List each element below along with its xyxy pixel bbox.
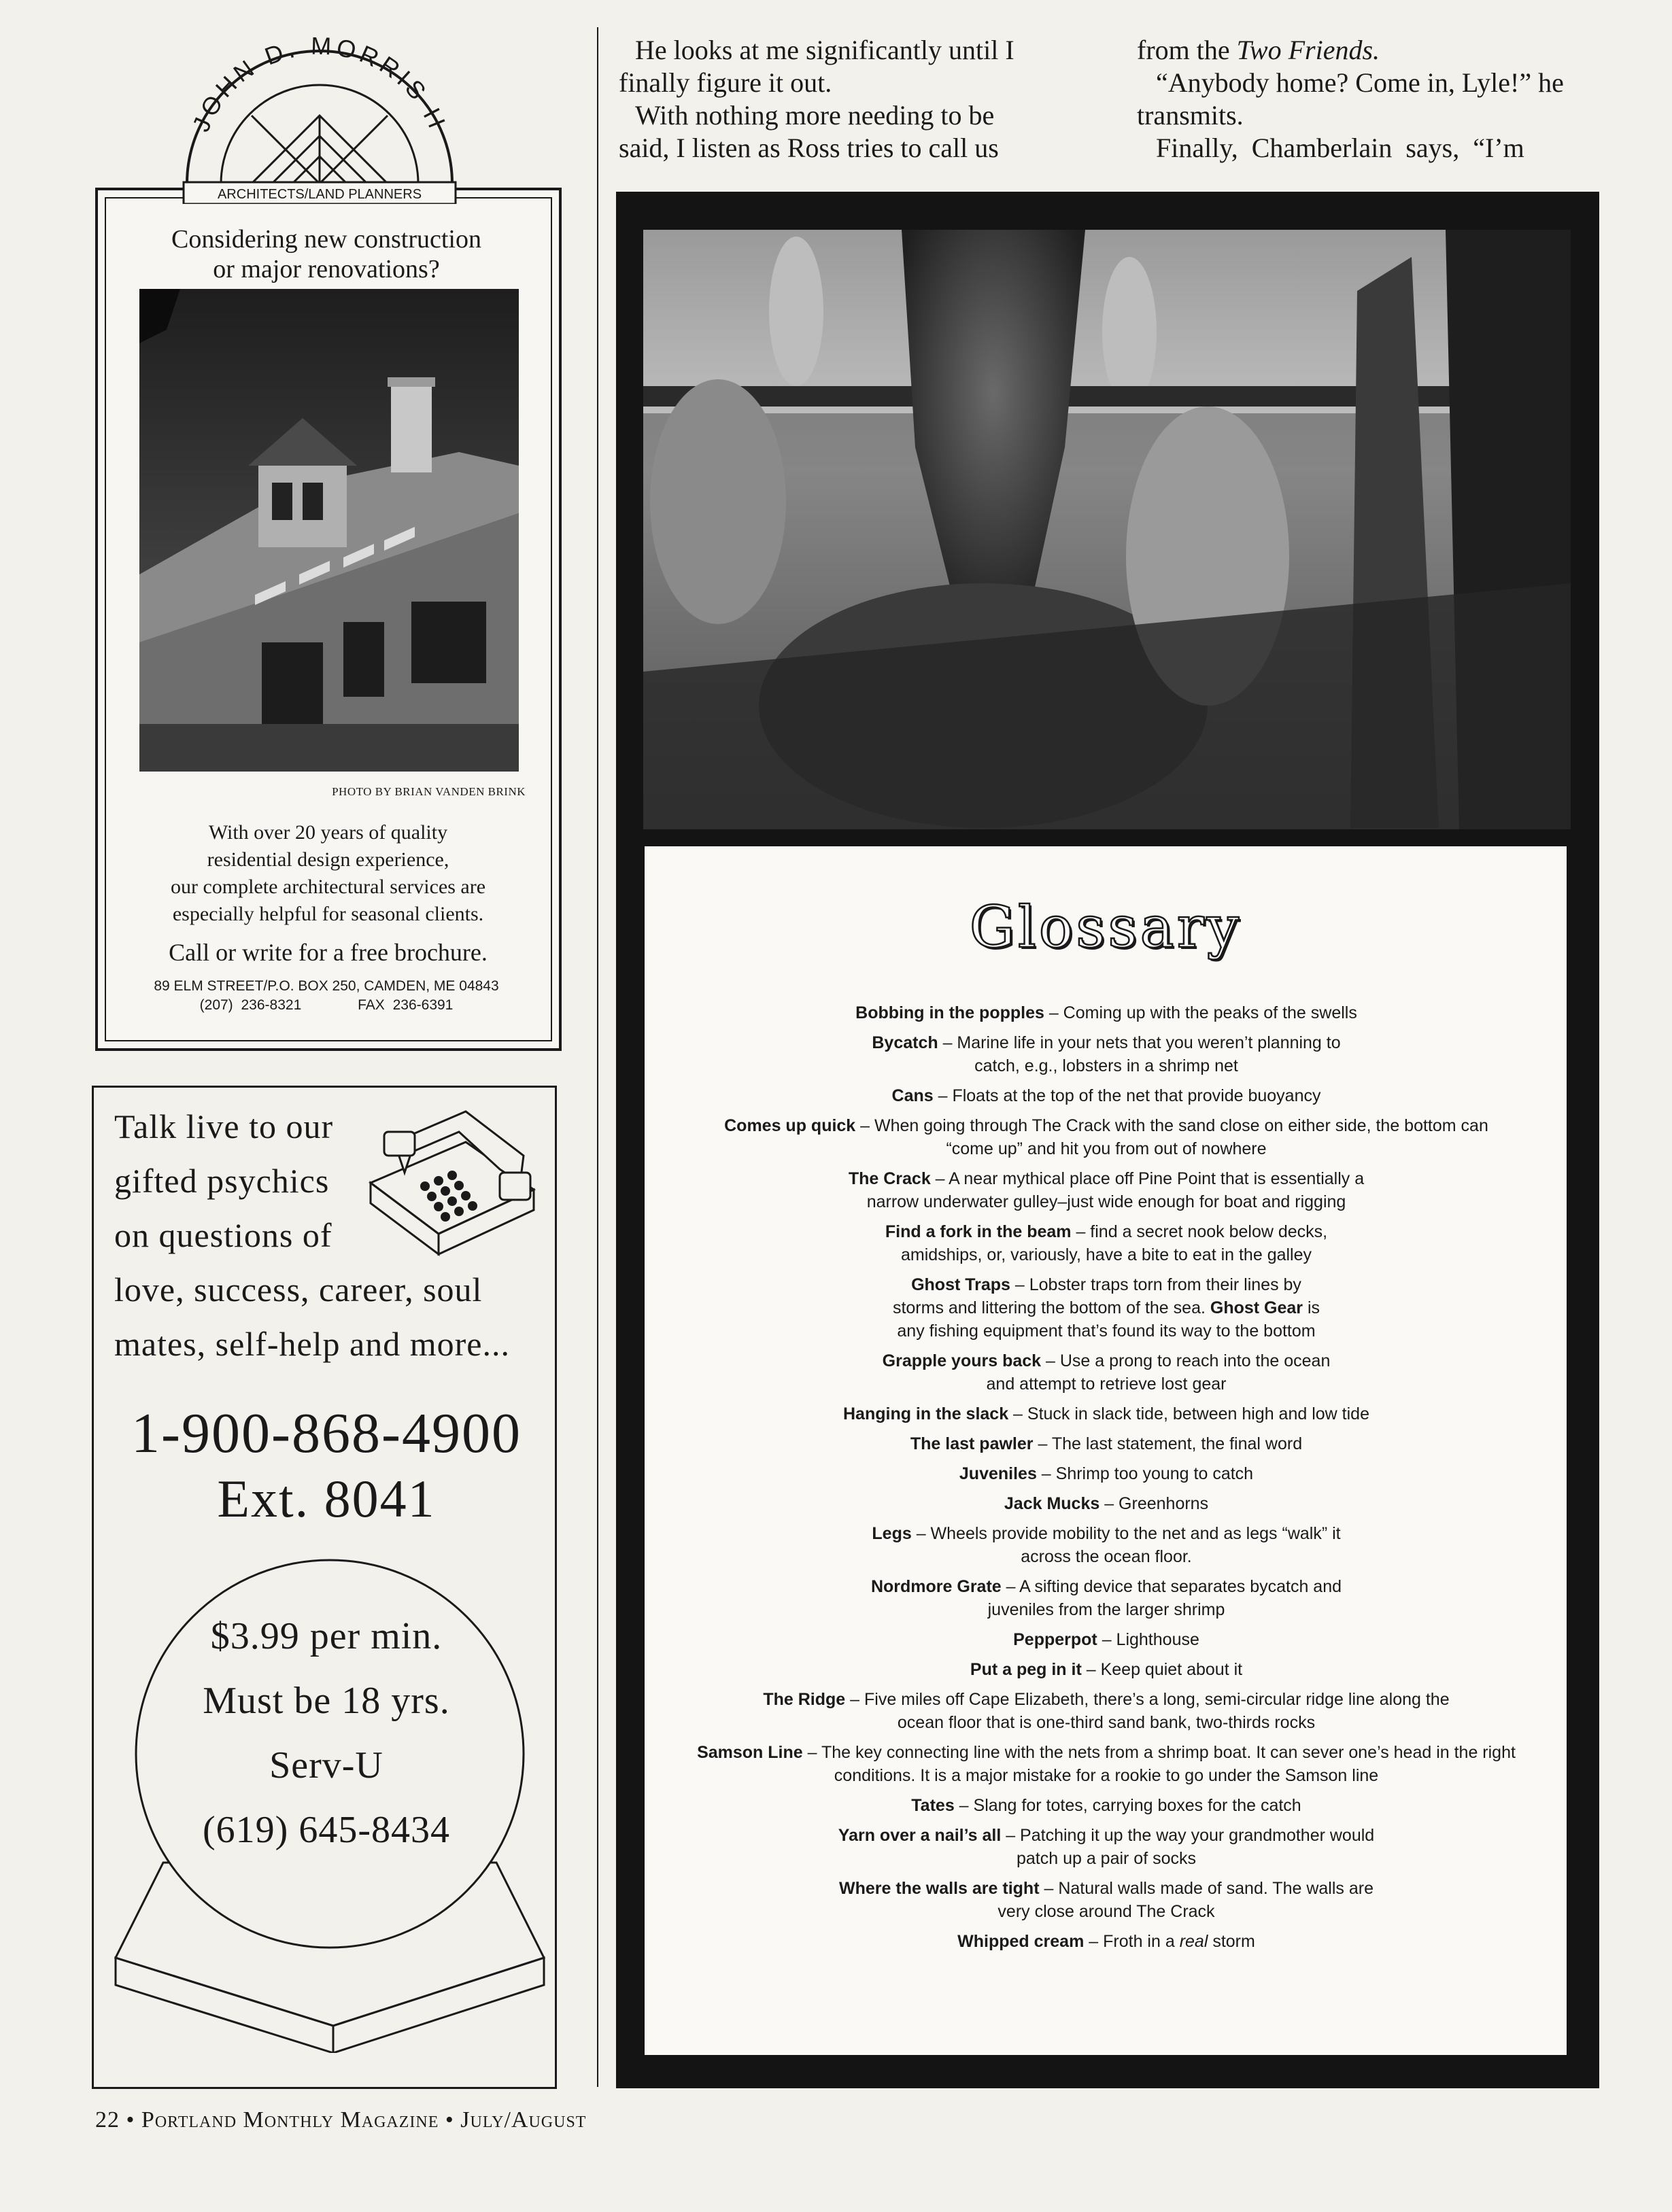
column-rule [597, 27, 598, 2087]
glossary-list [680, 1001, 1533, 1960]
glossary-def: – Shrimp too young to catch [1036, 1464, 1254, 1483]
article-line [1137, 34, 1380, 67]
psychic-line: on questions of [114, 1216, 332, 1254]
glossary-entry [680, 1628, 1533, 1651]
glossary-term: The last pawler [910, 1434, 1034, 1453]
glossary-def: – A near mythical place off Pine Point that is essentially a narrow underwater gulley–just wide enough for boat and rigging [866, 1169, 1365, 1211]
article-line: Finally, Chamberlain says, “I’m [1156, 133, 1524, 163]
architect-phone: (207) 236-8321 [199, 997, 302, 1013]
architect-cta: Call or write for a free brochure. [169, 939, 488, 966]
fishing-photo-image [643, 230, 1571, 829]
ball-price: $3.99 per min. [210, 1615, 443, 1657]
glossary-def: is any fishing equipment that’s found its way to the bottom [897, 1298, 1320, 1341]
footer-bullet: • [126, 2107, 135, 2132]
glossary-term: Pepperpot [1013, 1630, 1097, 1649]
glossary-def: – find a secret nook below decks, amidships, or, variously, have a bite to eat in the galley [900, 1222, 1328, 1264]
glossary-def: – The last statement, the final word [1033, 1434, 1303, 1453]
issue-date: July/August [460, 2107, 587, 2132]
article-boat-name: Two Friends. [1236, 35, 1380, 65]
article-line: transmits. [1137, 100, 1244, 131]
glossary-term: The Ridge [763, 1690, 846, 1709]
glossary-term: Samson Line [697, 1743, 803, 1762]
glossary-entry [680, 1084, 1533, 1107]
article-line: said, I listen as Ross tries to call us [619, 133, 999, 163]
glossary-entry [680, 1575, 1533, 1621]
psychic-line: mates, self-help and more... [114, 1325, 510, 1363]
glossary-term: Yarn over a nail’s all [838, 1826, 1002, 1845]
glossary-term: Bycatch [872, 1033, 938, 1052]
glossary-term: Legs [872, 1524, 912, 1543]
ball-phone: (619) 645-8434 [203, 1809, 450, 1851]
glossary-def: – A sifting device that separates bycatch and juveniles from the larger shrimp [987, 1577, 1342, 1619]
glossary-def: – The key connecting line with the nets from a shrimp boat. It can sever one’s head in the right conditions. It is a major mistake for a rookie to go under the Samson line [802, 1743, 1516, 1785]
glossary-entry [680, 1462, 1533, 1485]
glossary-entry [680, 1273, 1533, 1343]
body-line: residential design experience, [207, 848, 449, 871]
telephone-icon [364, 1101, 547, 1264]
glossary-entry [680, 1492, 1533, 1515]
glossary-term: Ghost Traps [911, 1275, 1010, 1294]
headline-line: or major renovations? [213, 255, 440, 283]
article-line: finally figure it out. [619, 67, 832, 98]
architect-logo [170, 27, 469, 204]
glossary-entry [680, 1794, 1533, 1817]
glossary-term: Put a peg in it [970, 1660, 1082, 1679]
glossary-term: Nordmore Grate [870, 1577, 1002, 1596]
glossary-entry [680, 1522, 1533, 1568]
glossary-def: storm [1208, 1932, 1255, 1951]
glossary-term: Jack Mucks [1004, 1494, 1100, 1513]
footer-bullet: • [445, 2107, 454, 2132]
glossary-term: Juveniles [959, 1464, 1037, 1483]
glossary-def: – Wheels provide mobility to the net and as legs “walk” it across the ocean floor. [911, 1524, 1341, 1566]
glossary-term: Where the walls are tight [839, 1879, 1040, 1898]
page-footer [95, 2107, 586, 2133]
logo-subtitle: ARCHITECTS/LAND PLANNERS [217, 187, 422, 202]
architect-contact [109, 997, 544, 1014]
glossary-term: Bobbing in the popples [855, 1003, 1044, 1022]
architect-fax: FAX 236-6391 [358, 997, 454, 1013]
psychic-line: love, success, career, soul [114, 1271, 483, 1309]
glossary-term: Whipped cream [957, 1932, 1085, 1951]
glossary-def: – Slang for totes, carrying boxes for the catch [954, 1796, 1301, 1815]
psychic-ext: Ext. 8041 [217, 1469, 436, 1528]
glossary-def: – Natural walls made of sand. The walls are very close around The Crack [997, 1879, 1374, 1921]
glossary-entry [680, 1930, 1533, 1953]
glossary-entry [680, 1220, 1533, 1266]
glossary-def: – Use a prong to reach into the ocean and attempt to retrieve lost gear [986, 1351, 1331, 1394]
house-photo-image [139, 289, 519, 772]
glossary-entry [680, 1001, 1533, 1024]
body-line: especially helpful for seasonal clients. [172, 903, 484, 925]
glossary-term: Find a fork in the beam [885, 1222, 1072, 1241]
glossary-def-italic: real [1179, 1932, 1208, 1951]
photo-credit: PHOTO BY BRIAN VANDEN BRINK [332, 785, 526, 798]
article-text: from the [1137, 35, 1237, 65]
article-line: With nothing more needing to be [635, 100, 995, 131]
glossary-term: Comes up quick [724, 1116, 856, 1135]
glossary-entry [680, 1031, 1533, 1077]
glossary-def: – Floats at the top of the net that provide buoyancy [933, 1086, 1321, 1105]
glossary-term: Ghost Gear [1210, 1298, 1303, 1317]
glossary-term: Grapple yours back [882, 1351, 1042, 1370]
glossary-def: – Lobster traps torn from their lines by storms and littering the bottom of the sea. [892, 1275, 1301, 1317]
glossary-entry [680, 1741, 1533, 1787]
glossary-def: – Stuck in slack tide, between high and low tide [1008, 1404, 1369, 1423]
glossary-entry [680, 1688, 1533, 1734]
glossary-def: – When going through The Crack with the sand close on either side, the bottom can “come up” and hit you from out of nowhere [855, 1116, 1488, 1158]
article-line: He looks at me significantly until I [635, 35, 1014, 65]
page-number: 22 [95, 2107, 120, 2132]
glossary-def: – Keep quiet about it [1081, 1660, 1243, 1679]
body-line: With over 20 years of quality [208, 821, 448, 844]
glossary-def: – Lighthouse [1097, 1630, 1199, 1649]
psychic-line: gifted psychics [114, 1162, 330, 1200]
glossary-entry [680, 1402, 1533, 1425]
architect-address: 89 ELM STREET/P.O. BOX 250, CAMDEN, ME 04843 [154, 978, 499, 994]
body-line: our complete architectural services are [170, 876, 486, 898]
fishing-photo [643, 230, 1571, 829]
glossary-def: – Froth in a [1084, 1932, 1180, 1951]
glossary-def: – Five miles off Cape Elizabeth, there’s a long, semi-circular ridge line along the ocean floor that is one-third sand bank, two-thirds rocks [845, 1690, 1450, 1732]
architect-body [116, 819, 541, 928]
glossary-entry [680, 1658, 1533, 1681]
article-line: “Anybody home? Come in, Lyle!” he [1156, 67, 1564, 98]
architect-headline [102, 224, 551, 284]
glossary-def: – Coming up with the peaks of the swells [1044, 1003, 1357, 1022]
glossary-title: Glossary [969, 894, 1242, 961]
glossary-def: – Marine life in your nets that you weren’t planning to catch, e.g., lobsters in a shrimp net [938, 1033, 1341, 1075]
psychic-line: Talk live to our [114, 1107, 334, 1145]
ball-age: Must be 18 yrs. [203, 1680, 450, 1722]
glossary-term: Hanging in the slack [843, 1404, 1009, 1423]
glossary-term: The Crack [848, 1169, 931, 1188]
glossary-term: Tates [911, 1796, 955, 1815]
logo-name-text: JOHN D. MORRIS II [186, 31, 453, 136]
glossary-def: – Patching it up the way your grandmother would patch up a pair of socks [1001, 1826, 1375, 1868]
house-photo [139, 289, 519, 772]
glossary-entry [680, 1877, 1533, 1923]
glossary-entry [680, 1349, 1533, 1396]
glossary-term: Cans [891, 1086, 934, 1105]
glossary-entry [680, 1824, 1533, 1870]
glossary-entry [680, 1167, 1533, 1213]
ball-service: Serv-U [269, 1744, 383, 1786]
glossary-def: – Greenhorns [1099, 1494, 1209, 1513]
psychic-phone: 1-900-868-4900 [131, 1402, 522, 1465]
glossary-entry [680, 1432, 1533, 1455]
magazine-name: Portland Monthly Magazine [141, 2107, 439, 2132]
headline-line: Considering new construction [171, 225, 481, 254]
logo-lattice-icon [252, 116, 388, 184]
glossary-entry [680, 1114, 1533, 1160]
